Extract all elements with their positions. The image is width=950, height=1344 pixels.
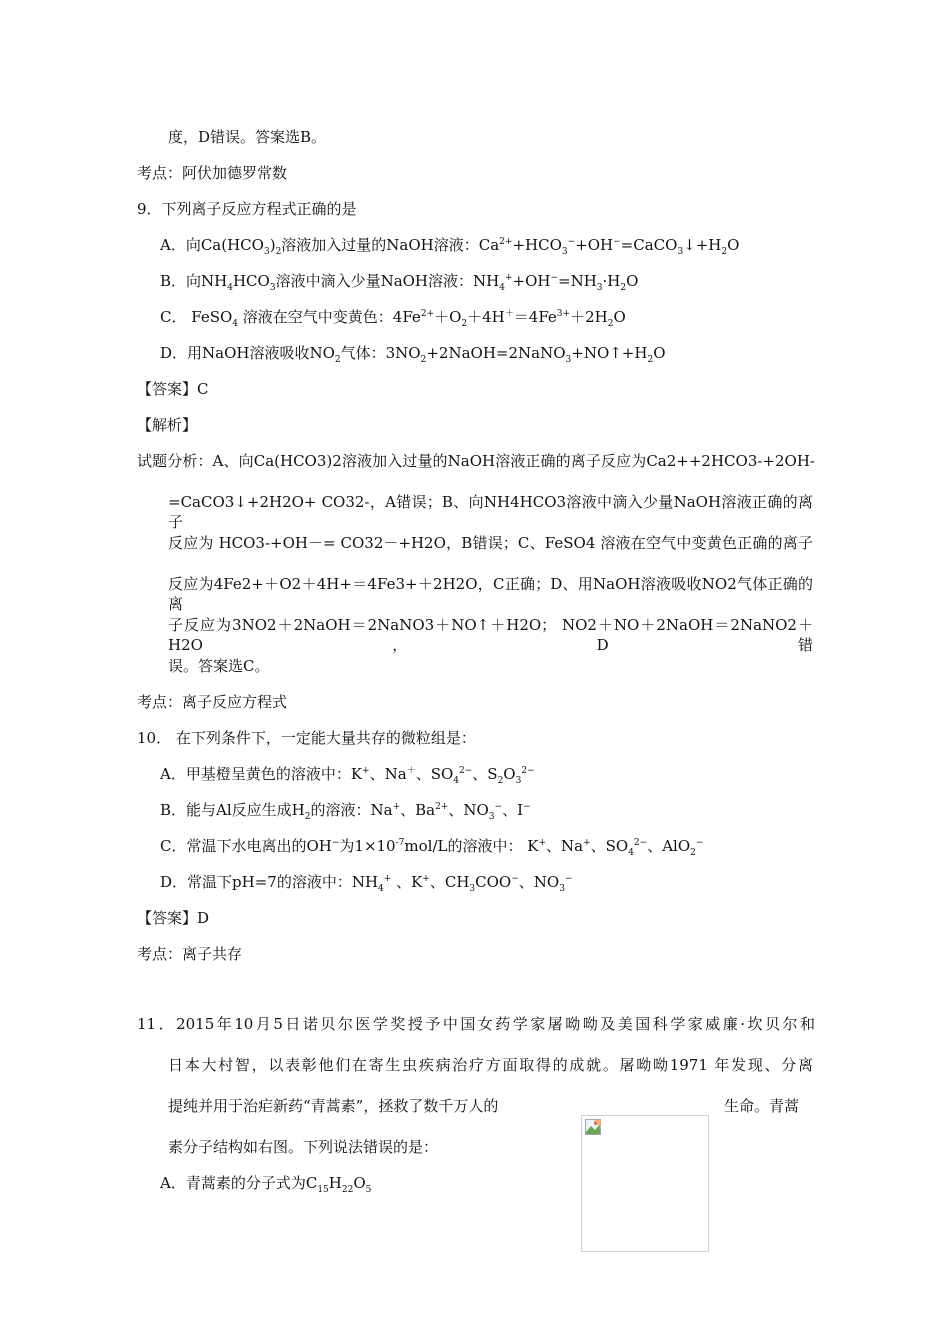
continued-line: 度，D错误。答案选B。: [168, 128, 327, 146]
question-11-line-3a: 提纯并用于治疟新药“青蒿素”，拯救了数千万人的: [168, 1097, 499, 1115]
q10-option-c: C．常温下水电离出的OH−为$1\times 10^{-7}mol/L$的溶液中： K+、Na+、$SO_4^{2-}$、AlO$_2$−: [160, 837, 704, 858]
analysis-line-5: 子反应为3NO2＋2NaOH＝2NaNO3＋NO↑＋H2O； NO2＋NO＋2NaOH＝2NaNO2＋H2O，D错: [168, 616, 813, 654]
kaodian-q9: 考点：离子反应方程式: [137, 693, 288, 711]
analysis-line-2: =CaCO3↓+2H2O+ CO32-，A错误；B、向NH4HCO3溶液中滴入少量NaOH溶液正确的离子: [168, 493, 813, 531]
q10-option-b: B．能与Al反应生成$H_2$的溶液：Na+、$Ba^{2+}$、$NO_3^-$、I−: [160, 801, 531, 822]
analysis-line-4: 反应为4Fe2+＋O2＋4H+＝4Fe3+＋2H2O，C正确；D、用NaOH溶液吸收NO2气体正确的离: [168, 575, 813, 613]
q9-option-d: D．用NaOH溶液吸收$NO_2$气体：$3NO_2+2NaOH=2NaNO_3+NO↑+H_2O$: [160, 344, 666, 365]
question-11-line-2: 日本大村智，以表彰他们在寄生虫疾病治疗方面取得的成就。屠呦呦1971 年发现、分离: [168, 1056, 813, 1074]
analysis-line-6: 误。答案选C。: [168, 657, 270, 675]
q11-option-a: A．青蒿素的分子式为$C_{15}H_{22}O_5$: [160, 1174, 372, 1195]
molecule-structure-image: [581, 1115, 709, 1252]
q10-option-d: D．常温下pH=7的溶液中：$NH_4^+$ 、K+、$CH_3COO^-$、$NO_3^-$: [160, 873, 573, 894]
question-10: 10． 在下列条件下，一定能大量共存的微粒组是：: [137, 729, 476, 747]
broken-image-icon: [585, 1119, 601, 1135]
kaodian-q8: 考点：阿伏加德罗常数: [137, 164, 288, 182]
analysis-line-1: 试题分析：A、向Ca(HCO3)2溶液加入过量的NaOH溶液正确的离子反应为Ca2++2HCO3-+2OH-: [137, 452, 815, 470]
q9-option-c: C． FeSO$_4$ 溶液在空气中变黄色：$4Fe^{2+}+O_2+4H^+=4Fe^{3+}+2H_2O$: [160, 308, 626, 329]
kaodian-q10: 考点：离子共存: [137, 945, 243, 963]
question-9: 9．下列离子反应方程式正确的是: [137, 200, 357, 218]
q9-option-a: A．向$Ca(HCO_3)_2$溶液加入过量的NaOH溶液：$Ca^{2+}+HCO_3^-+OH^-=CaCO_3↓+H_2O$: [160, 236, 740, 257]
question-11-line-3b: 生命。青蒿: [724, 1097, 800, 1115]
q9-option-b: B．向$NH_4HCO_3$溶液中滴入少量NaOH溶液：$NH_4^++OH^-=NH_3\cdot H_2O$: [160, 272, 639, 293]
question-11-line-4: 素分子结构如右图。下列说法错误的是：: [168, 1138, 439, 1156]
q10-option-a: A．甲基橙呈黄色的溶液中：K+、Na＋、$SO_4^{2-}$、$S_2O_3^{2-}$: [160, 765, 535, 786]
analysis-heading: 【解析】: [137, 416, 198, 434]
answer-q10: 【答案】D: [137, 909, 210, 927]
question-11-line-1: 11．2015年10月5日诺贝尔医学奖授予中国女药学家屠呦呦及美国科学家威廉·坎贝尔和: [137, 1015, 815, 1033]
analysis-line-3: 反应为 HCO3-+OH－= CO32－+H2O，B错误；C、FeSO4 溶液在空气中变黄色正确的离子: [168, 534, 813, 552]
answer-q9: 【答案】C: [137, 380, 209, 398]
